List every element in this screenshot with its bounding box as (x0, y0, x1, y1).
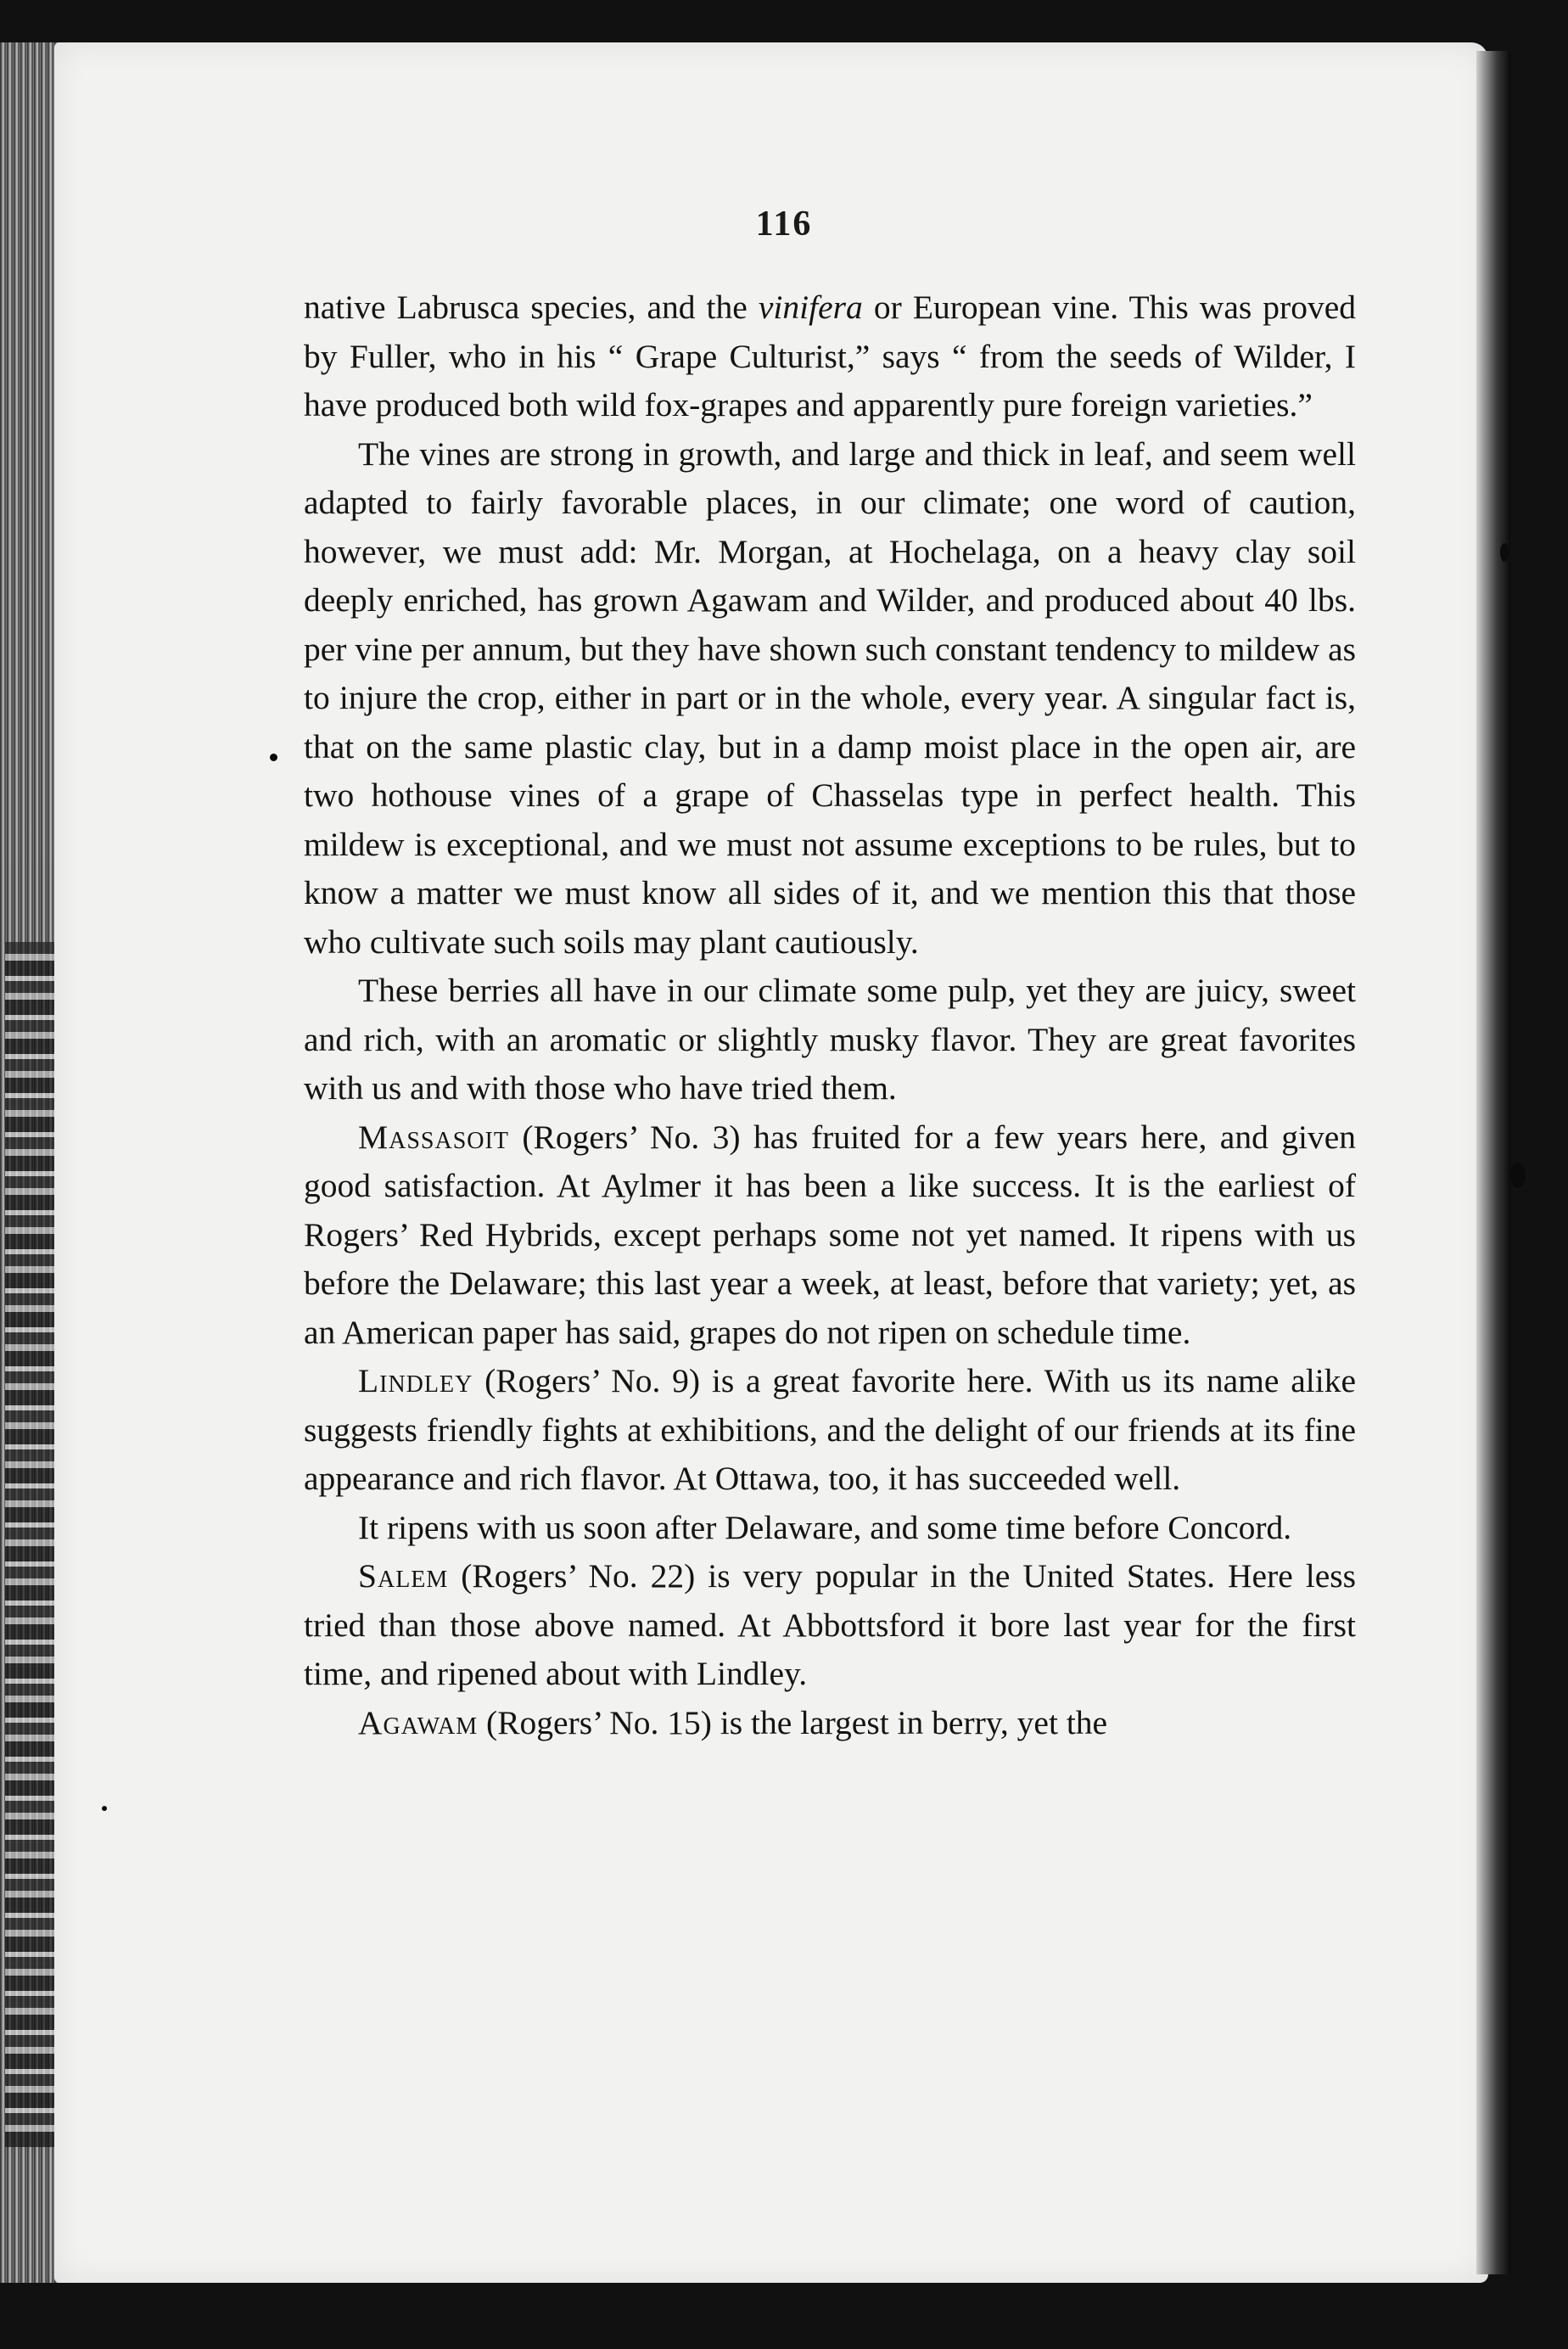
paragraph: These berries all have in our climate some pulp, yet they are juicy, sweet and rich, with an aromatic or slightly musky flavor. They are great favorites with us and with those who have tried them. (304, 972, 1356, 1107)
variety-heading: Massasoit (358, 1118, 509, 1156)
body-text (304, 283, 1356, 1747)
paragraph (304, 1357, 1356, 1504)
paragraph (304, 283, 1356, 430)
scan-speck (1500, 543, 1509, 562)
variety-heading: Salem (358, 1557, 449, 1595)
scan-speck (102, 1806, 107, 1811)
italic-term: vinifera (758, 289, 863, 326)
paragraph (304, 1552, 1356, 1699)
paragraph (304, 1699, 1356, 1748)
paragraph: It ripens with us soon after Delaware, and some time before Concord. (358, 1508, 1292, 1546)
scan-speck (1510, 1163, 1526, 1188)
page-stack-marks (5, 942, 56, 2147)
page-number: 116 (755, 205, 813, 244)
variety-heading: Agawam (358, 1703, 479, 1741)
paragraph: The vines are strong in growth, and large and thick in leaf, and seem well adapted to fairly favorable places, in our climate; one word of caution, however, we must add: Mr. Morgan, at Hochelaga, on a heavy clay soil deeply enriched, has grown Agawam and Wilder, and produced about 40 lbs. per vine per annum, but they have shown such constant tendency to mildew as to injure the crop, either in part or in the whole, every year. A singular fact is, that on the same plastic clay, but in a damp moist place in the open air, are two hothouse vines of a grape of Chasselas type in perfect health. This mildew is exceptional, and we must not assume exceptions to be rules, but to know a matter we must know all sides of it, and we mention this that those who cultivate such soils may plant cautiously. (304, 434, 1356, 961)
page-stack-edge (0, 42, 61, 2283)
paragraph-text: (Rogers’ No. 9) is a great favorite here. With us its name alike suggests friendly fights at exhibitions, and the delight of our friends at its fine appearance and rich flavor. At Ottawa, too, it has succeeded well. (304, 1362, 1356, 1497)
binding-edge (1476, 51, 1510, 2274)
scan-speck (270, 754, 277, 761)
variety-heading: Lindley (358, 1362, 473, 1399)
paragraph (304, 1113, 1356, 1358)
paragraph-text: native Labrusca species, and the (304, 289, 759, 326)
paragraph-text: (Rogers’ No. 22) is very popular in the United States. Here less tried than those above named. At Abbottsford it bore last year for the first time, and ripened about with Lindley. (304, 1557, 1356, 1692)
paragraph-text: (Rogers’ No. 15) is the largest in berry, yet the (478, 1703, 1108, 1741)
paragraph-text: (Rogers’ No. 3) has fruited for a few years here, and given good satisfaction. At Aylmer it has been a like success. It is the earliest of Rogers’ Red Hybrids, except perhaps some not yet named. It ripens with us before the Delaware; this last year a week, at least, before that variety; yet, as an American paper has said, grapes do not ripen on schedule time. (304, 1118, 1356, 1351)
paragraph-text: or European vine. This was proved by Fuller, who in his “ Grape Culturist,” says “ from the seeds of Wilder, I have produced both wild fox-grapes and apparently pure foreign varieties.” (304, 289, 1356, 423)
